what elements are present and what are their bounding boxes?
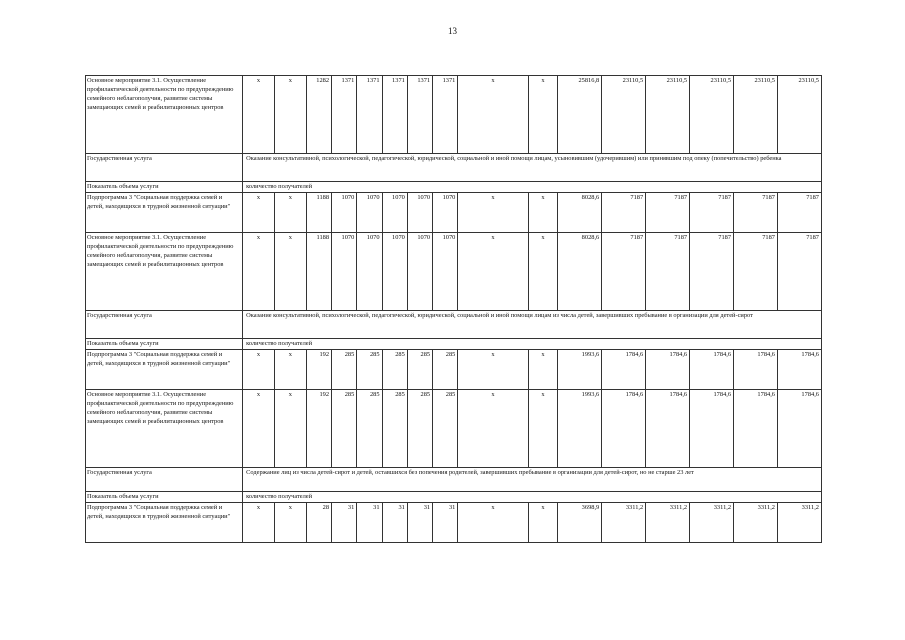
table-row-service: [86, 491, 822, 502]
table-cell: х: [528, 76, 558, 154]
table-cell: 23110,5: [734, 76, 778, 154]
table-cell: 1070: [332, 232, 357, 310]
table-cell: 1371: [382, 76, 407, 154]
table-cell: х: [458, 192, 528, 232]
service-description: Оказание консультативной, психологической, педагогической, юридической, социальной и иной помощи лицам, усыновившим (удочерившим) или принявшим под опеку (попечительство) ребенка: [243, 154, 822, 182]
table-cell: 3311,2: [690, 502, 734, 542]
table-cell: х: [528, 389, 558, 467]
table-cell: 31: [382, 502, 407, 542]
table-cell: 285: [357, 389, 382, 467]
table-row-service: [86, 310, 822, 338]
row-label: Подпрограмма 3 "Социальная поддержка семей и детей, находящихся в трудной жизненной ситуации": [86, 502, 243, 542]
table-cell: 1371: [433, 76, 458, 154]
table-cell: 7187: [646, 232, 690, 310]
table-cell: 285: [382, 389, 407, 467]
table-cell: х: [528, 232, 558, 310]
program-table: [85, 75, 822, 543]
table-cell: х: [243, 192, 275, 232]
table-cell: х: [528, 502, 558, 542]
table-row-service: [86, 182, 822, 193]
table-row-service: [86, 467, 822, 491]
table-cell: х: [243, 502, 275, 542]
table-cell: 3311,2: [602, 502, 646, 542]
row-label: Подпрограмма 3 "Социальная поддержка семей и детей, находящихся в трудной жизненной ситуации": [86, 349, 243, 389]
table-cell: 23110,5: [778, 76, 822, 154]
table-cell: 31: [407, 502, 432, 542]
table-cell: 7187: [778, 192, 822, 232]
row-label: Государственная услуга: [86, 467, 243, 491]
table-cell: х: [274, 349, 306, 389]
row-label: Основное мероприятие 3.1. Осуществление профилактической деятельности по предупреждению семейного неблагополучия, развитие системы замещающих семей и реабилитационных центров: [86, 76, 243, 154]
table-row-service: [86, 338, 822, 349]
table-cell: 1784,6: [690, 389, 734, 467]
table-cell: 1784,6: [646, 389, 690, 467]
table-row: [86, 232, 822, 310]
table-row: [86, 192, 822, 232]
service-description: количество получателей: [243, 182, 822, 193]
table-cell: х: [528, 349, 558, 389]
table-cell: 1070: [357, 192, 382, 232]
row-label: Показатель объема услуги: [86, 338, 243, 349]
table-cell: 31: [357, 502, 382, 542]
table-cell: х: [243, 349, 275, 389]
table-cell: х: [458, 232, 528, 310]
table-cell: 1070: [382, 192, 407, 232]
table-cell: 23110,5: [602, 76, 646, 154]
row-label: Основное мероприятие 3.1. Осуществление профилактической деятельности по предупреждению семейного неблагополучия, развитие системы замещающих семей и реабилитационных центров: [86, 232, 243, 310]
table-cell: 28: [306, 502, 331, 542]
table-row: [86, 389, 822, 467]
service-description: Содержание лиц из числа детей-сирот и детей, оставшихся без попечения родителей, завершивших пребывание в организации для детей-сирот, но не старше 23 лет: [243, 467, 822, 491]
table-row: [86, 76, 822, 154]
table-cell: 7187: [778, 232, 822, 310]
service-description: Оказание консультативной, психологической, педагогической, юридической, социальной и иной помощи лицам из числа детей, завершивших пребывание в организации для детей-сирот: [243, 310, 822, 338]
table-cell: х: [274, 502, 306, 542]
table-cell: х: [274, 76, 306, 154]
table-cell: х: [274, 232, 306, 310]
table-cell: х: [458, 502, 528, 542]
table-cell: 1784,6: [778, 389, 822, 467]
table-cell: х: [243, 232, 275, 310]
table-cell: 7187: [602, 192, 646, 232]
table-cell: х: [243, 76, 275, 154]
table-cell: 1371: [357, 76, 382, 154]
table-cell: х: [528, 192, 558, 232]
table-cell: х: [458, 76, 528, 154]
page-number: 13: [448, 26, 457, 36]
row-label: Государственная услуга: [86, 154, 243, 182]
table-cell: 285: [332, 349, 357, 389]
table-cell: 25816,8: [558, 76, 602, 154]
table-cell: 1070: [407, 192, 432, 232]
table-cell: 192: [306, 389, 331, 467]
table-cell: 192: [306, 349, 331, 389]
table-cell: 7187: [690, 192, 734, 232]
table-cell: 1282: [306, 76, 331, 154]
table-cell: 285: [357, 349, 382, 389]
table-cell: 1784,6: [690, 349, 734, 389]
table-cell: 1371: [332, 76, 357, 154]
table-cell: 8028,6: [558, 232, 602, 310]
table-cell: 1070: [433, 192, 458, 232]
table-row: [86, 349, 822, 389]
service-description: количество получателей: [243, 491, 822, 502]
table-cell: 285: [407, 389, 432, 467]
table-cell: х: [243, 389, 275, 467]
row-label: Подпрограмма 3 "Социальная поддержка семей и детей, находящихся в трудной жизненной ситуации": [86, 192, 243, 232]
table-cell: 1070: [357, 232, 382, 310]
table-cell: 1188: [306, 192, 331, 232]
table-cell: 7187: [734, 232, 778, 310]
table-cell: 3698,9: [558, 502, 602, 542]
table-cell: 1784,6: [602, 389, 646, 467]
table-row-service: [86, 154, 822, 182]
table-cell: 23110,5: [646, 76, 690, 154]
table-body: [86, 76, 822, 543]
table-cell: 1993,6: [558, 349, 602, 389]
table-cell: 8028,6: [558, 192, 602, 232]
row-label: Основное мероприятие 3.1. Осуществление профилактической деятельности по предупреждению семейного неблагополучия, развитие системы замещающих семей и реабилитационных центров: [86, 389, 243, 467]
table-row: [86, 502, 822, 542]
table-cell: 285: [433, 389, 458, 467]
table-cell: 1188: [306, 232, 331, 310]
table-cell: 1070: [332, 192, 357, 232]
table-cell: 1070: [382, 232, 407, 310]
table-cell: 7187: [602, 232, 646, 310]
table-cell: 1371: [407, 76, 432, 154]
service-description: количество получателей: [243, 338, 822, 349]
table-cell: 23110,5: [690, 76, 734, 154]
table-cell: 1784,6: [646, 349, 690, 389]
table-cell: 285: [382, 349, 407, 389]
table-cell: 3311,2: [646, 502, 690, 542]
table-cell: 3311,2: [778, 502, 822, 542]
table-cell: 285: [332, 389, 357, 467]
table-cell: 1993,6: [558, 389, 602, 467]
table-cell: 1070: [407, 232, 432, 310]
table-cell: 285: [433, 349, 458, 389]
table-cell: 31: [433, 502, 458, 542]
table-cell: х: [274, 389, 306, 467]
table-cell: 1784,6: [778, 349, 822, 389]
table-cell: 1070: [433, 232, 458, 310]
row-label: Государственная услуга: [86, 310, 243, 338]
table-cell: 7187: [690, 232, 734, 310]
table-cell: 1784,6: [734, 389, 778, 467]
row-label: Показатель объема услуги: [86, 182, 243, 193]
table-cell: х: [458, 389, 528, 467]
table-cell: 1784,6: [602, 349, 646, 389]
table-cell: 31: [332, 502, 357, 542]
row-label: Показатель объема услуги: [86, 491, 243, 502]
table-cell: х: [458, 349, 528, 389]
table-cell: 7187: [646, 192, 690, 232]
table-cell: 285: [407, 349, 432, 389]
table-cell: х: [274, 192, 306, 232]
table-cell: 7187: [734, 192, 778, 232]
table-cell: 1784,6: [734, 349, 778, 389]
table-cell: 3311,2: [734, 502, 778, 542]
